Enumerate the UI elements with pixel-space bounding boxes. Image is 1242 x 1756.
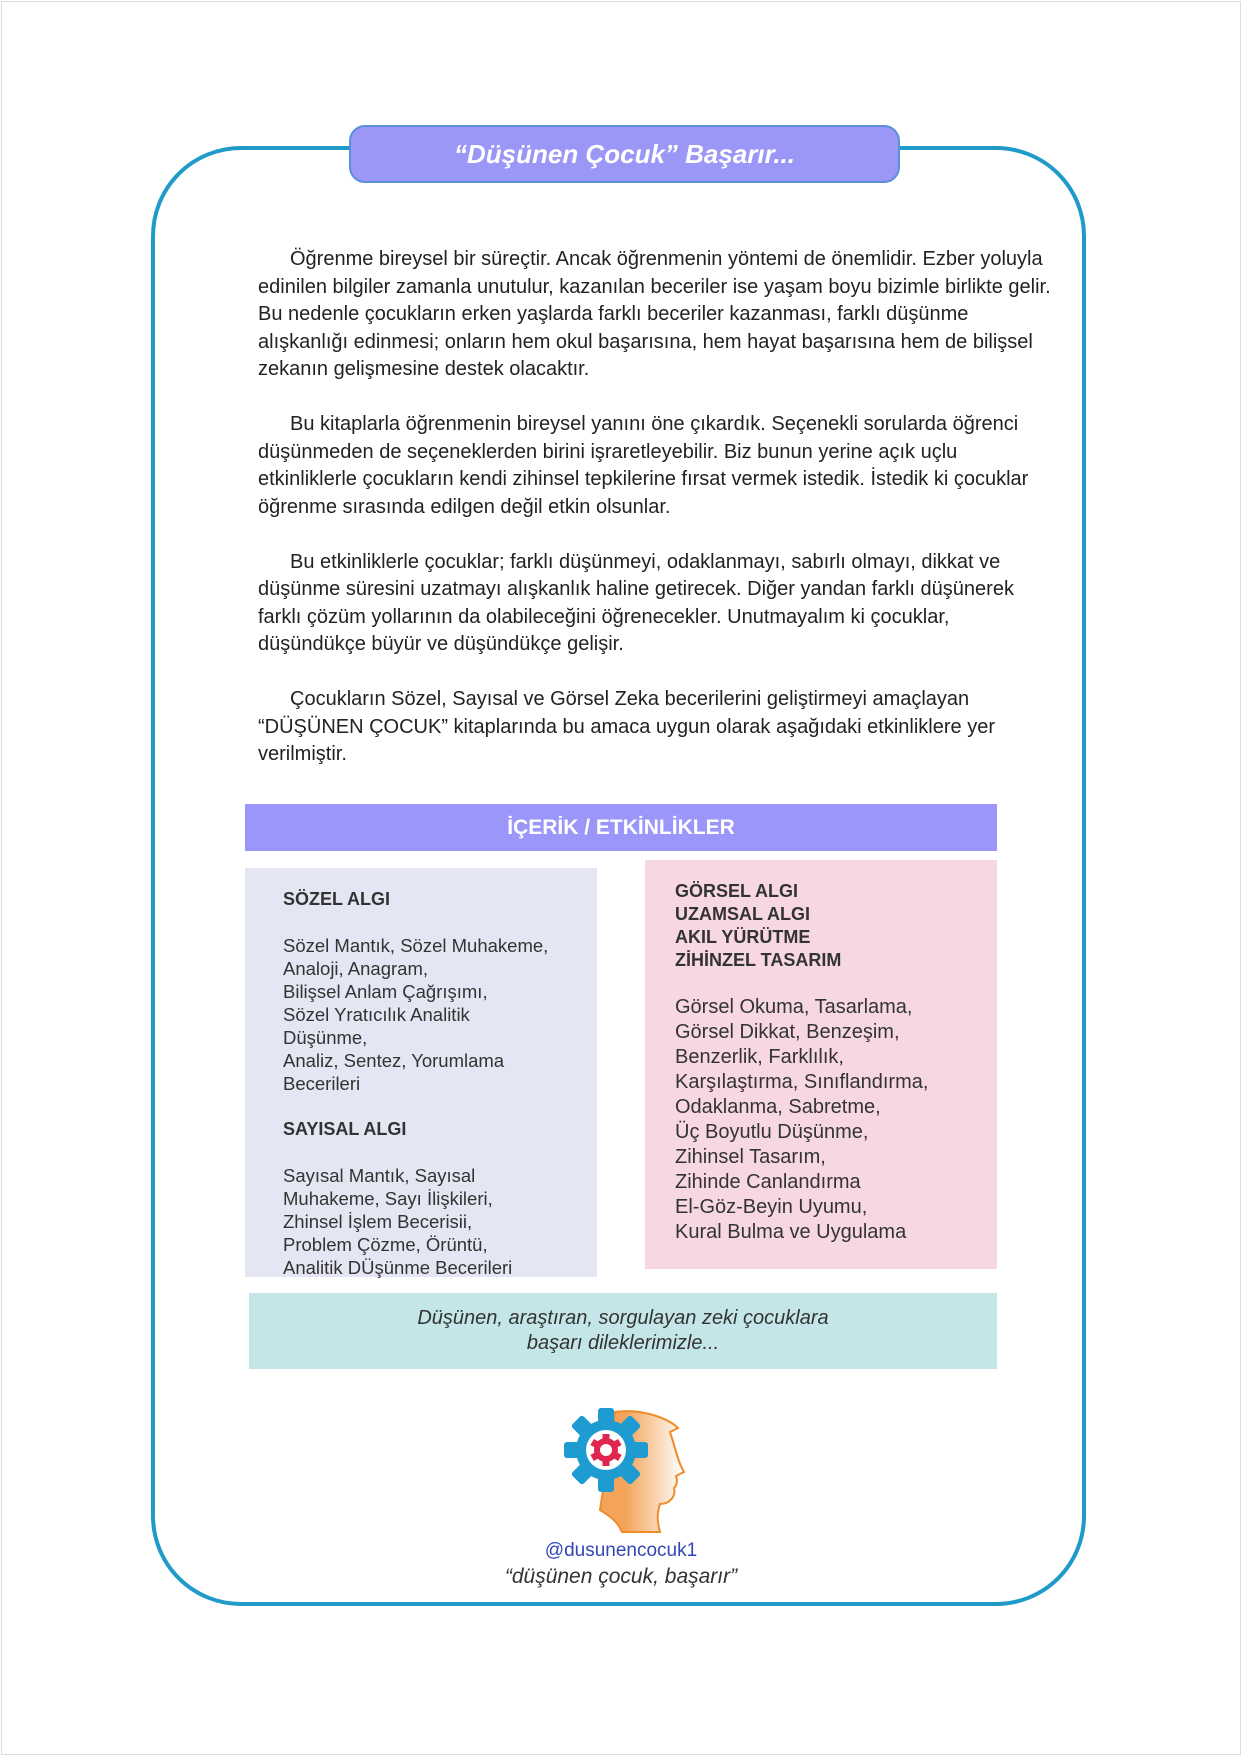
box-line: Bilişsel Anlam Çağrışımı, <box>283 981 488 1002</box>
box-line: Üç Boyutlu Düşünme, <box>675 1121 869 1143</box>
box-line: Görsel Okuma, Tasarlama, <box>675 996 913 1018</box>
paragraph: Çocukların Sözel, Sayısal ve Görsel Zeka becerilerini geliştirmeyi amaçlayan “DÜŞÜNEN ÇOCUK” kitaplarında bu amaca uygun olarak aşağıdaki etkinliklere yer verilmiştir. <box>258 688 995 765</box>
closing-line: başarı dileklerimizle... <box>526 1332 720 1354</box>
paragraph: Öğrenme bireysel bir süreçtir. Ancak öğrenmenin yöntemi de önemlidir. Ezber yoluyla edinilen bilgiler zamanla unutulur, kazanılan beceriler ise yaşam boyu bizimle birlikte gelir. Bu nedenle çocukların erken yaşlarda farklı beceriler kazanması, farklı düşünme alışkanlığı edinmesi; onların hem okul başarısına, hem hayat başarısına hem de bilişsel zekanın gelişmesine destek olacaktır. <box>258 248 1051 380</box>
paragraph: Bu etkinliklerle çocuklar; farklı düşünmeyi, odaklanmayı, sabırlı olmayı, dikkat ve düşünme süresini uzatmayı alışkanlık haline getirecek. Diğer yandan farklı düşünerek farklı çözüm yollarının da olabileceğini öğrenecekler. Unutmayalım ki çocuklar, düşündükçe büyür ve düşündükçe gelişir. <box>258 550 1014 655</box>
gear-icon <box>564 1408 648 1492</box>
box-line: Zihinsel Tasarım, <box>675 1146 826 1168</box>
box-line: Benzerlik, Farklılık, <box>675 1046 844 1068</box>
paragraph: Bu kitaplarla öğrenmenin bireysel yanını öne çıkardık. Seçenekli sorularda öğrenci düşünmeden de seçeneklerden birini işraretleyebilir. Biz bunun yerine açık uçlu etkinliklerle çocukların kendi zihinsel tepkilerine fırsat vermek istedik. İstedik ki çocuklar öğrenme sırasında edilgen değil etkin olsunlar. <box>258 413 1029 518</box>
box-line: Sözel Yratıcılık Analitik Düşünme, <box>283 1004 470 1048</box>
box-line: Sayısal Mantık, Sayısal <box>283 1165 476 1186</box>
box-heading: ZİHİNZEL TASARIM <box>675 950 842 970</box>
box-heading: AKIL YÜRÜTME <box>675 927 811 947</box>
box-heading: UZAMSAL ALGI <box>675 904 810 924</box>
box-line: Problem Çözme, Örüntü, <box>283 1234 488 1255</box>
box-line: Analitik DÜşünme Becerileri <box>283 1257 513 1278</box>
content-header: İÇERİK / ETKİNLİKLER <box>245 804 997 851</box>
page-title: “Düşünen Çocuk” Başarır... <box>349 125 900 183</box>
closing-banner <box>249 1293 997 1369</box>
box-line: Becerileri <box>283 1073 361 1094</box>
box-line: Analoji, Anagram, <box>283 958 429 979</box>
intro-text <box>258 246 1058 796</box>
verbal-numerical-box <box>245 868 597 1277</box>
tagline: “düşünen çocuk, başarır” <box>504 1565 738 1588</box>
box-line: Görsel Dikkat, Benzeşim, <box>675 1021 900 1043</box>
box-line: Zhinsel İşlem Becerisii, <box>283 1211 473 1232</box>
box-line: Zihinde Canlandırma <box>675 1171 861 1193</box>
box-line: El-Göz-Beyin Uyumu, <box>675 1196 868 1218</box>
visual-box <box>645 860 997 1269</box>
box-line: Karşılaştırma, Sınıflandırma, <box>675 1071 929 1093</box>
box-heading: SÖZEL ALGI <box>283 889 391 909</box>
box-line: Analiz, Sentez, Yorumlama <box>283 1050 505 1071</box>
box-line: Odaklanma, Sabretme, <box>675 1096 881 1118</box>
closing-line: Düşünen, araştıran, sorgulayan zeki çocuklara <box>417 1307 829 1329</box>
thinking-child-logo <box>560 1400 700 1540</box>
box-line: Muhakeme, Sayı İlişkileri, <box>283 1188 493 1209</box>
social-handle: @dusunencocuk1 <box>544 1540 698 1561</box>
box-line: Kural Bulma ve Uygulama <box>675 1221 907 1243</box>
box-heading: SAYISAL ALGI <box>283 1119 407 1139</box>
box-line: Sözel Mantık, Sözel Muhakeme, <box>283 935 549 956</box>
box-heading: GÖRSEL ALGI <box>675 881 799 901</box>
